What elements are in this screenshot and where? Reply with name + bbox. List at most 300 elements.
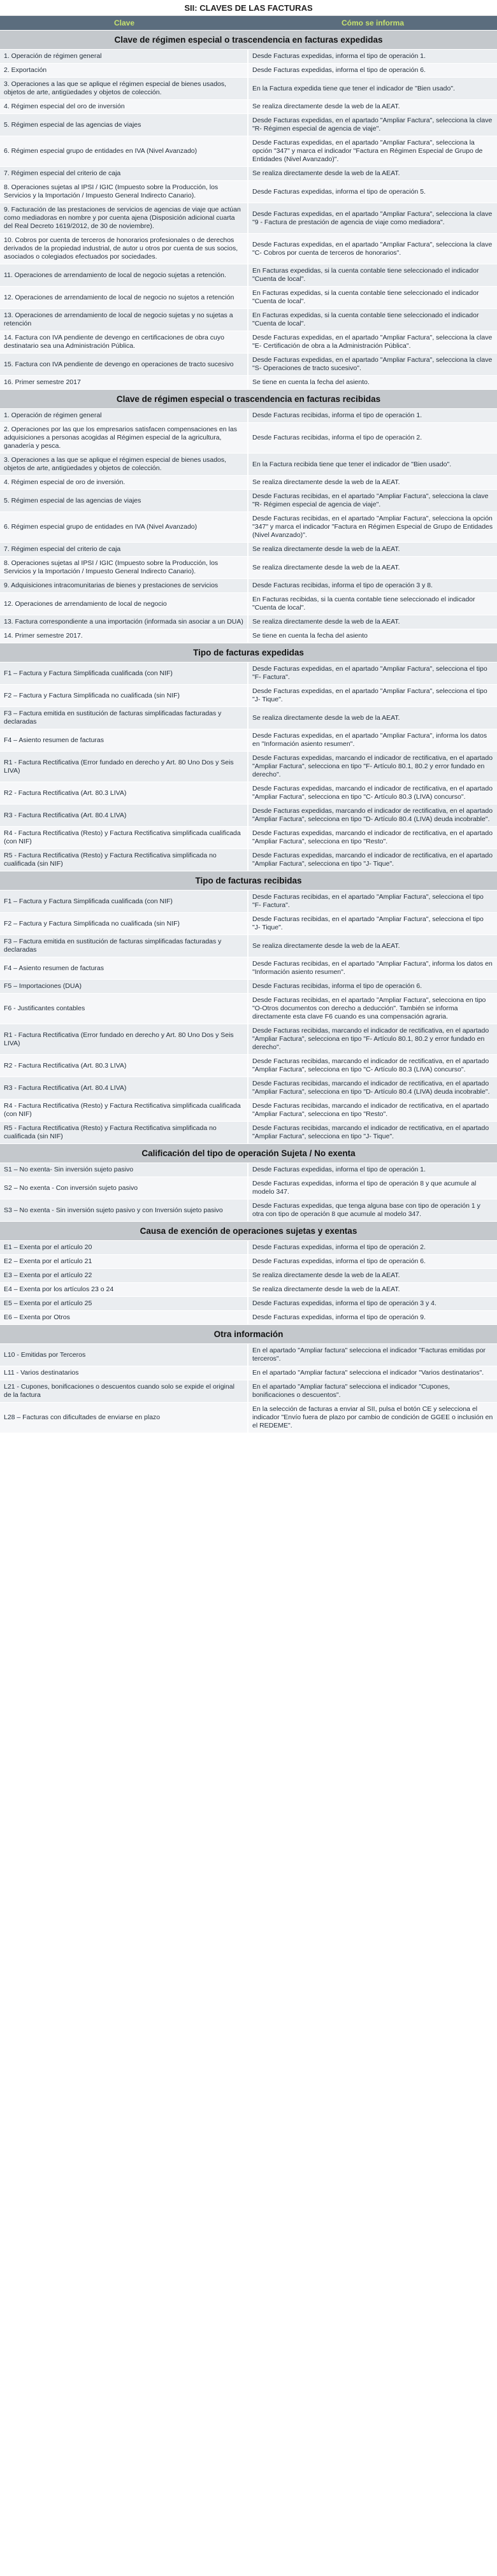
row-value-text: Desde Facturas recibidas, marcando el indicador de rectificativa, en el apartado "Ampliar Factura", selecciona en tipo "C- Artículo 80.3 (LIVA) concurso".: [252, 1057, 489, 1073]
row-value-text: Desde Facturas expedidas, informa el tipo de operación 1.: [252, 1166, 426, 1173]
row-key: [0, 629, 248, 643]
row-value: [248, 50, 497, 63]
table-row: [0, 489, 497, 512]
section: [0, 1143, 497, 1221]
table-row: [0, 1296, 497, 1310]
row-value: [248, 543, 497, 556]
row-key-text: L10 - Emitidas por Terceros: [4, 1350, 86, 1359]
row-key: [0, 409, 248, 422]
row-value-text: Desde Facturas expedidas, informa el tipo de operación 5.: [252, 187, 426, 196]
row-key: [0, 827, 248, 848]
row-key-text: 3. Operaciones a las que se aplique el régimen especial de bienes usados, objetos de arte, antigüedades y objetos de colección.: [4, 456, 227, 472]
row-key: [0, 423, 248, 453]
row-value: [248, 891, 497, 912]
row-value: [248, 579, 497, 592]
row-key: [0, 543, 248, 556]
row-key: [0, 309, 248, 331]
row-value: [248, 287, 497, 308]
row-key-text: F2 – Factura y Factura Simplificada no cualificada (sin NIF): [4, 919, 180, 927]
row-key-text: S1 – No exenta- Sin inversión sujeto pasivo: [4, 1166, 134, 1173]
row-value: [248, 64, 497, 77]
row-value-text: Desde Facturas expedidas, en el apartado "Ampliar Factura", selecciona el tipo "F- Factura".: [252, 665, 487, 681]
row-key: [0, 752, 248, 782]
row-key: [0, 136, 248, 166]
row-value-text: En la Factura expedida tiene que tener el indicador de "Bien usado".: [252, 84, 455, 92]
row-key: [0, 1122, 248, 1143]
row-key-text: 9. Adquisiciones intracomunitarias de bienes y prestaciones de servicios: [4, 582, 219, 589]
section-header: Otra información: [0, 1324, 497, 1343]
row-key-text: E5 – Exenta por el artículo 25: [4, 1299, 92, 1307]
table-row: [0, 890, 497, 912]
row-value-text: Desde Facturas expedidas, marcando el indicador de rectificativa, en el apartado "Ampliar Factura", selecciona en tipo "D- Artículo 80.4 (LIVA) deuda incobrable".: [252, 807, 493, 823]
row-value-text: Desde Facturas recibidas, en el apartado "Ampliar Factura", selecciona el tipo "J- Tique".: [252, 915, 484, 931]
row-value-text: Se realiza directamente desde la web de la AEAT.: [252, 618, 400, 626]
row-key: [0, 1403, 248, 1433]
row-value-text: Desde Facturas recibidas, en el apartado "Ampliar Factura", selecciona el tipo "F- Factura".: [252, 893, 484, 909]
row-key-text: R4 - Factura Rectificativa (Resto) y Factura Rectificativa simplificada cualificada (con NIF): [4, 829, 241, 845]
row-key: [0, 1077, 248, 1099]
table-row: [0, 331, 497, 353]
row-key: [0, 593, 248, 615]
row-value: [248, 1283, 497, 1296]
row-value-text: Desde Facturas expedidas, que tenga alguna base con tipo de operación 1 y otra con tipo de operación 8 que acumule al modelo 347.: [252, 1202, 480, 1218]
row-value: [248, 685, 497, 706]
row-key: [0, 1269, 248, 1282]
row-key: [0, 994, 248, 1024]
row-key: [0, 1283, 248, 1296]
row-value: [248, 827, 497, 848]
row-value: [248, 957, 497, 979]
row-value: [248, 849, 497, 871]
row-value: [248, 331, 497, 353]
row-key-text: 12. Operaciones de arrendamiento de local de negocio: [4, 599, 167, 608]
row-value: [248, 1344, 497, 1366]
row-key-text: E4 – Exenta por los artículos 23 o 24: [4, 1285, 114, 1293]
row-value-text: Desde Facturas recibidas, marcando el indicador de rectificativa, en el apartado "Ampliar Factura", selecciona en tipo "D- Artículo 80.4 (LIVA) deuda incobrable".: [252, 1080, 490, 1096]
row-value-text: Desde Facturas expedidas, en el apartado "Ampliar Factura", selecciona la clave "R- Régimen especial de agencia de viaje".: [252, 117, 493, 132]
row-value-text: Desde Facturas expedidas, marcando el indicador de rectificativa, en el apartado "Ampliar Factura", selecciona en tipo "Resto".: [252, 829, 493, 845]
table-row: [0, 375, 497, 389]
section-rows: [0, 408, 497, 643]
row-value-text: Se realiza directamente desde la web de la AEAT.: [252, 1285, 400, 1293]
row-key-text: R3 - Factura Rectificativa (Art. 80.4 LIVA): [4, 811, 127, 819]
table-row: [0, 308, 497, 331]
row-value: [248, 1269, 497, 1282]
row-key-text: 5. Régimen especial de las agencias de viajes: [4, 120, 141, 129]
row-value-text: Se realiza directamente desde la web de la AEAT.: [252, 169, 400, 177]
row-key: [0, 1380, 248, 1402]
row-key: [0, 980, 248, 993]
row-key-text: R2 - Factura Rectificativa (Art. 80.3 LIVA): [4, 789, 127, 797]
table-row: [0, 751, 497, 782]
table-row: [0, 166, 497, 180]
row-key-text: S3 – No exenta - Sin inversión sujeto pasivo y con Inversión sujeto pasivo: [4, 1206, 223, 1214]
row-key: [0, 264, 248, 286]
row-key-text: F5 – Importaciones (DUA): [4, 982, 82, 990]
row-key: [0, 100, 248, 113]
row-value-text: Desde Facturas expedidas, informa el tipo de operación 6.: [252, 1257, 426, 1265]
row-value-text: Desde Facturas expedidas, en el apartado "Ampliar Factura", selecciona la clave "C- Cobros por cuenta de terceros de honorarios".: [252, 240, 493, 257]
row-key: [0, 287, 248, 308]
row-key-text: 14. Factura con IVA pendiente de devengo en certificaciones de obra cuyo destinatario sea una Administración Pública.: [4, 334, 224, 350]
table-row: [0, 1268, 497, 1282]
row-key: [0, 490, 248, 512]
row-value-text: Desde Facturas expedidas, marcando el indicador de rectificativa, en el apartado "Ampliar Factura", selecciona en tipo "J- Tique".: [252, 852, 493, 868]
row-value-text: Desde Facturas expedidas, informa el tipo de operación 6.: [252, 66, 426, 74]
table-row: [0, 49, 497, 63]
row-value: [248, 662, 497, 684]
table-row: [0, 629, 497, 643]
table-row: [0, 512, 497, 542]
column-header-value: Cómo se informa: [341, 18, 404, 27]
row-key-text: L11 - Varios destinatarios: [4, 1369, 79, 1377]
row-value-text: Desde Facturas expedidas, en el apartado "Ampliar Factura", selecciona la clave "S- Operaciones de tracto sucesivo".: [252, 356, 493, 372]
row-value-text: Se realiza directamente desde la web de la AEAT.: [252, 478, 400, 486]
table-row: [0, 1310, 497, 1324]
section: [0, 389, 497, 643]
row-value-text: Desde Facturas expedidas, en el apartado "Ampliar Factura", informa los datos en "Información asiento resumen".: [252, 732, 487, 748]
row-value: [248, 1177, 497, 1199]
row-key-text: 8. Operaciones sujetas al IPSI / IGIC (Impuesto sobre la Producción, los Servicios y la Importación / Impuesto General Indirecto Canario).: [4, 559, 219, 575]
row-key-text: L28 – Facturas con dificultades de enviarse en plazo: [4, 1413, 161, 1421]
row-key-text: E6 – Exenta por Otros: [4, 1313, 70, 1321]
table-row: [0, 1240, 497, 1254]
section: [0, 1324, 497, 1433]
row-value-text: En el apartado "Ampliar factura" selecciona el indicador "Facturas emitidas por terceros".: [252, 1347, 486, 1363]
row-value-text: Desde Facturas expedidas, en el apartado "Ampliar Factura", selecciona la clave "E- Certificación de obra a la Administración Pública".: [252, 334, 493, 350]
section-header: Clave de régimen especial o trascendencia en facturas recibidas: [0, 389, 497, 408]
table-row: [0, 1024, 497, 1054]
row-key: [0, 1199, 248, 1221]
section-rows: [0, 662, 497, 871]
row-value-text: Desde Facturas expedidas, marcando el indicador de rectificativa, en el apartado "Ampliar Factura", selecciona en tipo "C- Artículo 80.3 (LIVA) concurso".: [252, 785, 493, 801]
section-rows: [0, 1163, 497, 1221]
row-key-text: F3 – Factura emitida en sustitución de facturas simplificadas facturadas y declaradas: [4, 938, 222, 954]
row-key-text: 4. Régimen especial de oro de inversión.: [4, 478, 126, 486]
row-key-text: 14. Primer semestre 2017.: [4, 632, 83, 640]
table-row: [0, 113, 497, 136]
row-value: [248, 512, 497, 542]
row-value: [248, 1311, 497, 1324]
row-value-text: Se realiza directamente desde la web de la AEAT.: [252, 563, 400, 571]
table-row: [0, 556, 497, 578]
row-value-text: Desde Facturas recibidas, en el apartado "Ampliar Factura", selecciona la opción "347" y marca el indicador "Factura en Régimen Especial de Grupo de Entidades (Nivel Avanzado)".: [252, 515, 493, 539]
row-value-text: En Facturas recibidas, si la cuenta contable tiene seleccionado el indicador "Cuenta de local".: [252, 596, 475, 612]
row-key: [0, 1099, 248, 1121]
table-row: [0, 233, 497, 264]
row-key-text: R3 - Factura Rectificativa (Art. 80.4 LIVA): [4, 1084, 127, 1092]
row-value-text: Desde Facturas recibidas, marcando el indicador de rectificativa, en el apartado "Ampliar Factura", selecciona en tipo "F- Artículo 80.1, 80.2 y error fundado en derecho".: [252, 1027, 489, 1051]
row-key: [0, 1311, 248, 1324]
row-value-text: Desde Facturas expedidas, marcando el indicador de rectificativa, en el apartado "Ampliar Factura", selecciona en tipo "F- Artículo 80.1, 80.2 y error fundado en derecho".: [252, 754, 493, 778]
section-header: Tipo de facturas recibidas: [0, 871, 497, 890]
row-value: [248, 423, 497, 453]
row-key: [0, 1344, 248, 1366]
row-key-text: 5. Régimen especial de las agencias de viajes: [4, 496, 141, 504]
row-value: [248, 729, 497, 751]
row-value: [248, 264, 497, 286]
row-value-text: Se realiza directamente desde la web de la AEAT.: [252, 941, 400, 950]
row-key-text: 6. Régimen especial grupo de entidades en IVA (Nivel Avanzado): [4, 147, 198, 155]
row-value: [248, 454, 497, 475]
row-key: [0, 1177, 248, 1199]
row-key-text: F1 – Factura y Factura Simplificada cualificada (con NIF): [4, 669, 173, 677]
row-key-text: F1 – Factura y Factura Simplificada cualificada (con NIF): [4, 897, 173, 905]
row-value: [248, 1077, 497, 1099]
row-key-text: F6 - Justificantes contables: [4, 1005, 85, 1012]
row-key-text: F4 – Asiento resumen de facturas: [4, 736, 104, 744]
row-key: [0, 1241, 248, 1254]
row-key: [0, 181, 248, 203]
row-key-text: R1 - Factura Rectificativa (Error fundado en derecho y Art. 80 Uno Dos y Seis LIVA): [4, 1031, 234, 1047]
row-value: [248, 615, 497, 629]
row-key-text: 3. Operaciones a las que se aplique el régimen especial de bienes usados, objetos de arte, antigüedades y objetos de colección.: [4, 80, 227, 96]
table-row: [0, 286, 497, 308]
row-value: [248, 752, 497, 782]
table-row: [0, 1099, 497, 1121]
row-value-text: Desde Facturas expedidas, informa el tipo de operación 1.: [252, 52, 426, 60]
row-value-text: Desde Facturas expedidas, informa el tipo de operación 2.: [252, 1243, 426, 1251]
row-value: [248, 1366, 497, 1380]
row-value: [248, 557, 497, 578]
table-row: [0, 615, 497, 629]
section-rows: [0, 1240, 497, 1324]
row-value-text: Desde Facturas recibidas, informa el tipo de operación 6.: [252, 982, 422, 990]
row-key-text: R5 - Factura Rectificativa (Resto) y Factura Rectificativa simplificada no cualificada (sin NIF): [4, 1124, 217, 1140]
row-key: [0, 615, 248, 629]
row-value: [248, 181, 497, 203]
row-key: [0, 729, 248, 751]
row-key: [0, 512, 248, 542]
table-row: [0, 453, 497, 475]
row-value: [248, 234, 497, 264]
table-row: [0, 662, 497, 684]
row-key: [0, 707, 248, 729]
row-value: [248, 376, 497, 389]
table-row: [0, 826, 497, 848]
row-value: [248, 1297, 497, 1310]
row-value: [248, 167, 497, 180]
table-row: [0, 782, 497, 804]
row-key-text: E2 – Exenta por el artículo 21: [4, 1257, 92, 1265]
section-rows: [0, 890, 497, 1143]
row-key-text: R4 - Factura Rectificativa (Resto) y Factura Rectificativa simplificada cualificada (con NIF): [4, 1102, 241, 1118]
row-value-text: Desde Facturas recibidas, marcando el indicador de rectificativa, en el apartado "Ampliar Factura", selecciona en tipo "J- Tique".: [252, 1124, 489, 1140]
table-row: [0, 979, 497, 993]
page-title: SII: CLAVES DE LAS FACTURAS: [0, 0, 497, 16]
row-value: [248, 1199, 497, 1221]
table-row: [0, 804, 497, 826]
row-key: [0, 476, 248, 489]
row-value-text: En la selección de facturas a enviar al SII, pulsa el botón CE y selecciona el indicador "Envío fuera de plazo por cambio de condición de GGEE o inclusión en el REDEME".: [252, 1405, 493, 1429]
row-key: [0, 685, 248, 706]
row-value: [248, 707, 497, 729]
row-key-text: 4. Régimen especial del oro de inversión: [4, 103, 125, 110]
row-key-text: R5 - Factura Rectificativa (Resto) y Factura Rectificativa simplificada no cualificada (sin NIF): [4, 852, 217, 868]
row-key-text: 11. Operaciones de arrendamiento de local de negocio sujetas a retención.: [4, 271, 226, 279]
section-header: Tipo de facturas expedidas: [0, 643, 497, 662]
section-header: Calificación del tipo de operación Sujeta / No exenta: [0, 1143, 497, 1163]
row-value: [248, 409, 497, 422]
row-value-text: Desde Facturas recibidas, informa el tipo de operación 1.: [252, 411, 422, 419]
row-value-text: Desde Facturas expedidas, informa el tipo de operación 9.: [252, 1313, 426, 1321]
row-value: [248, 1099, 497, 1121]
row-value-text: Desde Facturas recibidas, informa el tipo de operación 2.: [252, 434, 422, 441]
row-value: [248, 203, 497, 233]
table-row: [0, 475, 497, 489]
row-value-text: Desde Facturas recibidas, informa el tipo de operación 3 y 8.: [252, 582, 433, 589]
table-row: [0, 1163, 497, 1177]
row-value: [248, 476, 497, 489]
row-key: [0, 354, 248, 375]
row-key-text: 1. Operación de régimen general: [4, 411, 102, 419]
row-key-text: E3 – Exenta por el artículo 22: [4, 1271, 92, 1279]
row-value-text: En Facturas expedidas, si la cuenta contable tiene seleccionado el indicador "Cuenta de local".: [252, 267, 479, 283]
section-rows: [0, 1343, 497, 1433]
table-row: [0, 542, 497, 556]
row-key: [0, 849, 248, 871]
row-value: [248, 114, 497, 136]
row-key: [0, 50, 248, 63]
section: [0, 643, 497, 871]
row-key-text: 1. Operación de régimen general: [4, 52, 102, 60]
row-key: [0, 1366, 248, 1380]
row-key: [0, 1024, 248, 1054]
row-value: [248, 593, 497, 615]
row-value: [248, 935, 497, 957]
table-row: [0, 136, 497, 166]
row-key-text: L21 - Cupones, bonificaciones o descuentos cuando solo se expide el original de la factura: [4, 1383, 234, 1399]
row-value-text: En el apartado "Ampliar factura" selecciona el indicador "Varios destinatarios".: [252, 1369, 484, 1377]
row-key: [0, 662, 248, 684]
row-value: [248, 1241, 497, 1254]
row-key: [0, 1055, 248, 1077]
row-value-text: En Facturas expedidas, si la cuenta contable tiene seleccionado el indicador "Cuenta de local".: [252, 289, 479, 305]
table-row: [0, 408, 497, 422]
row-value: [248, 1403, 497, 1433]
table-row: [0, 957, 497, 979]
row-key: [0, 1163, 248, 1177]
row-value-text: Desde Facturas expedidas, informa el tipo de operación 3 y 4.: [252, 1299, 436, 1307]
row-value-text: Desde Facturas recibidas, marcando el indicador de rectificativa, en el apartado "Ampliar Factura", selecciona en tipo "Resto".: [252, 1102, 489, 1118]
table-row: [0, 729, 497, 751]
row-value-text: Desde Facturas recibidas, en el apartado "Ampliar Factura", informa los datos en "Información asiento resumen".: [252, 960, 493, 976]
row-key: [0, 805, 248, 826]
row-key: [0, 957, 248, 979]
table-row: [0, 1121, 497, 1143]
row-key-text: 10. Cobros por cuenta de terceros de honorarios profesionales o de derechos derivados de la propiedad industrial, de autor u otros por cuenta de sus socios, asociados o colegiados efectuados por sociedades.: [4, 236, 238, 261]
row-value: [248, 100, 497, 113]
table-row: [0, 1402, 497, 1433]
row-value-text: Desde Facturas recibidas, en el apartado "Ampliar Factura", selecciona la clave "R- Régimen especial de agencia de viaje".: [252, 492, 489, 508]
row-key: [0, 331, 248, 353]
row-key-text: 13. Factura correspondiente a una importación (informada sin asociar a un DUA): [4, 618, 243, 626]
row-key-text: 2. Operaciones por las que los empresarios satisfacen compensaciones en las adquisiciones a personas acogidas al Régimen especial de la agricultura, ganadería y pesca.: [4, 426, 237, 450]
row-value: [248, 913, 497, 934]
row-key-text: F2 – Factura y Factura Simplificada no cualificada (sin NIF): [4, 691, 180, 699]
table-row: [0, 203, 497, 233]
table-row: [0, 1366, 497, 1380]
section-header: Causa de exención de operaciones sujetas y exentas: [0, 1221, 497, 1240]
row-key: [0, 1255, 248, 1268]
row-key-text: 2. Exportación: [4, 66, 47, 74]
row-key: [0, 579, 248, 592]
row-key: [0, 935, 248, 957]
row-value: [248, 1163, 497, 1177]
row-value-text: En Facturas expedidas, si la cuenta contable tiene seleccionado el indicador "Cuenta de local".: [252, 311, 479, 327]
row-key-text: 7. Régimen especial del criterio de caja: [4, 545, 121, 553]
table-row: [0, 63, 497, 77]
table-row: [0, 706, 497, 729]
table-row: [0, 934, 497, 957]
row-value-text: En la Factura recibida tiene que tener el indicador de "Bien usado".: [252, 460, 452, 468]
table-row: [0, 592, 497, 615]
row-value-text: Se realiza directamente desde la web de la AEAT.: [252, 545, 400, 553]
row-key-text: E1 – Exenta por el artículo 20: [4, 1243, 92, 1251]
row-value: [248, 78, 497, 99]
row-key-text: S2 – No exenta - Con inversión sujeto pasivo: [4, 1184, 138, 1192]
row-value-text: Se tiene en cuenta la fecha del asiento.: [252, 378, 370, 386]
row-value: [248, 629, 497, 643]
section: [0, 871, 497, 1143]
row-key: [0, 78, 248, 99]
row-value-text: Se realiza directamente desde la web de la AEAT.: [252, 1271, 400, 1279]
row-key-text: F4 – Asiento resumen de facturas: [4, 964, 104, 972]
section-rows: [0, 49, 497, 389]
section-header: Clave de régimen especial o trascendencia en facturas expedidas: [0, 30, 497, 49]
row-key-text: 12. Operaciones de arrendamiento de local de negocio no sujetos a retención: [4, 293, 234, 301]
row-value-text: Se realiza directamente desde la web de la AEAT.: [252, 103, 400, 110]
row-key-text: 6. Régimen especial grupo de entidades en IVA (Nivel Avanzado): [4, 523, 198, 531]
table-row: [0, 1343, 497, 1366]
row-key: [0, 64, 248, 77]
table-row: [0, 77, 497, 99]
column-header: [0, 16, 497, 30]
table-row: [0, 684, 497, 706]
section: [0, 30, 497, 389]
table-row: [0, 99, 497, 113]
row-value-text: Desde Facturas expedidas, informa el tipo de operación 8 y que acumule al modelo 347.: [252, 1180, 477, 1196]
row-key: [0, 114, 248, 136]
row-key-text: 7. Régimen especial del criterio de caja: [4, 169, 121, 177]
row-value-text: Se tiene en cuenta la fecha del asiento: [252, 632, 368, 640]
row-value: [248, 1024, 497, 1054]
row-value: [248, 354, 497, 375]
row-value-text: Desde Facturas expedidas, en el apartado "Ampliar Factura", selecciona la opción "347" y marca el indicador "Factura en Régimen Especial de Grupo de Entidades (Nivel Avanzado)".: [252, 139, 483, 163]
row-value: [248, 1255, 497, 1268]
row-value-text: Se realiza directamente desde la web de la AEAT.: [252, 713, 400, 722]
table-row: [0, 1254, 497, 1268]
row-value: [248, 1122, 497, 1143]
row-value: [248, 136, 497, 166]
row-value: [248, 490, 497, 512]
table-row: [0, 578, 497, 592]
table-row: [0, 1282, 497, 1296]
section: [0, 1221, 497, 1324]
row-value-text: Desde Facturas expedidas, en el apartado "Ampliar Factura", selecciona el tipo "J- Tique".: [252, 687, 487, 703]
table-row: [0, 1380, 497, 1402]
row-key-text: 9. Facturación de las prestaciones de servicios de agencias de viaje que actúan como mediadoras en nombre y por cuenta ajena (Disposición adicional cuarta del Real Decreto 1619/2012, de 30 de noviembre).: [4, 206, 241, 230]
row-key: [0, 203, 248, 233]
row-key: [0, 454, 248, 475]
row-key: [0, 891, 248, 912]
row-key: [0, 376, 248, 389]
table-row: [0, 1199, 497, 1221]
table-row: [0, 422, 497, 453]
row-value-text: En el apartado "Ampliar factura" selecciona el indicador "Cupones, bonificaciones o descuentos".: [252, 1383, 450, 1399]
row-value-text: Desde Facturas expedidas, en el apartado "Ampliar Factura", selecciona la clave "9 - Factura de prestación de agencia de viaje como mediadora".: [252, 210, 493, 226]
row-value: [248, 1380, 497, 1402]
